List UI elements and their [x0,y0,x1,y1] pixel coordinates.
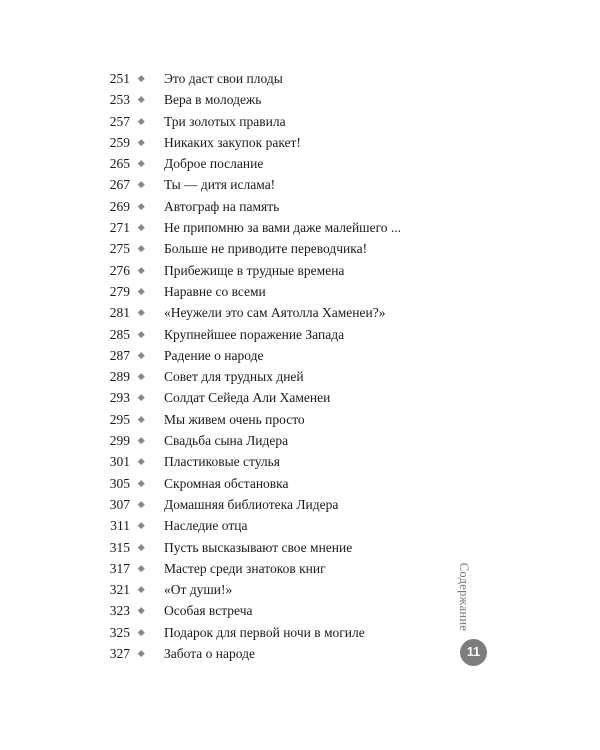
diamond-bullet-icon [138,565,144,571]
toc-entry-title: Забота о народе [164,646,255,662]
toc-entry [100,196,460,217]
toc-entry [100,281,460,302]
toc-entry-title: Ты — дитя ислама! [164,177,276,193]
diamond-bullet-icon [138,544,144,550]
toc-page-number: 323 [109,603,130,619]
toc-entry-title: Крупнейшее поражение Запада [164,326,345,342]
diamond-bullet-icon [138,437,144,443]
toc-entry-title: «От души!» [164,582,233,598]
diamond-bullet-icon [138,607,144,613]
toc-page-number: 251 [109,71,130,86]
toc-entry-title: Доброе послание [164,156,264,172]
toc-entry [100,643,460,664]
toc-entry-title: Солдат Сейеда Али Хаменеи [164,390,331,406]
diamond-bullet-icon [138,309,144,315]
diamond-bullet-icon [138,203,144,209]
toc-entry [100,260,460,281]
toc-entry [100,174,460,195]
toc-page-number: 253 [109,92,130,108]
toc-entry [100,387,460,408]
diamond-bullet-icon [138,182,144,188]
toc-page-number: 271 [109,220,130,236]
toc-page-number: 325 [109,624,130,640]
toc-entry [100,111,460,132]
diamond-bullet-icon [138,139,144,145]
toc-entry [100,430,460,451]
diamond-bullet-icon [138,458,144,464]
diamond-bullet-icon [138,245,144,251]
toc-page-number: 275 [109,241,130,257]
toc-page-number: 257 [109,113,130,129]
toc-entry [100,153,460,174]
toc-entry [100,515,460,536]
diamond-bullet-icon [138,522,144,528]
toc-entry-title: Не припомню за вами даже малейшего ... [164,220,402,236]
toc-entry-title: Наравне со всеми [164,283,266,299]
toc-page-number: 267 [109,177,130,193]
toc-entry [100,622,460,643]
toc-entry-title: Вера в молодежь [164,92,262,108]
toc-entry-title: Скромная обстановка [164,475,289,491]
diamond-bullet-icon [138,267,144,273]
toc-entry-title: Радение о народе [164,347,264,363]
toc-entry [100,451,460,472]
toc-page-number: 299 [109,433,130,449]
toc-entry-title: Мастер среди знатоков книг [164,560,326,576]
diamond-bullet-icon [138,118,144,124]
toc-entry-title: Пусть высказывают свое мнение [164,539,353,555]
diamond-bullet-icon [138,650,144,656]
toc-page-number: 287 [109,347,130,363]
toc-entry-title: Три золотых правила [164,113,286,129]
diamond-bullet-icon [138,373,144,379]
toc-entry [100,238,460,259]
toc-page-number: 269 [109,198,130,214]
toc-page-number: 327 [109,646,130,662]
toc-entry [100,409,460,430]
toc-page-number: 317 [109,560,130,576]
diamond-bullet-icon [138,480,144,486]
toc-entry [100,558,460,579]
toc-page-number: 265 [109,156,130,172]
page-number-badge: 11 [460,639,487,666]
toc-entry [100,494,460,515]
toc-entry-title: Мы живем очень просто [164,411,305,427]
diamond-bullet-icon [138,96,144,102]
diamond-bullet-icon [138,352,144,358]
diamond-bullet-icon [138,501,144,507]
toc-page-number: 285 [109,326,130,342]
toc-entry-title: Автограф на память [164,198,280,214]
toc-entry [100,579,460,600]
toc-entry-title: Это даст свои плоды [164,71,283,86]
toc-page-number: 289 [109,369,130,385]
toc-entry [100,345,460,366]
section-title-vertical: Содержание [457,562,471,632]
diamond-bullet-icon [138,629,144,635]
toc-entry [100,537,460,558]
diamond-bullet-icon [138,331,144,337]
diamond-bullet-icon [138,416,144,422]
toc-entry [100,473,460,494]
toc-entry-title: Никаких закупок ракет! [164,134,301,150]
toc-page-number: 305 [109,475,130,491]
diamond-bullet-icon [138,395,144,401]
toc-page-number: 307 [109,496,130,512]
toc-page-number: 311 [110,518,130,534]
diamond-bullet-icon [138,75,144,81]
toc-page-number: 295 [109,411,130,427]
toc-entry-title: Свадьба сына Лидера [164,433,289,449]
diamond-bullet-icon [138,224,144,230]
toc-entry-title: Домашняя библиотека Лидера [164,496,339,512]
diamond-bullet-icon [138,288,144,294]
toc-entry [100,366,460,387]
toc-entry-title: «Неужели это сам Аятолла Хаменеи?» [164,305,386,321]
diamond-bullet-icon [138,160,144,166]
toc-entry-title: Совет для трудных дней [164,369,304,385]
toc-page-number: 321 [109,582,130,598]
toc-entry [100,89,460,110]
toc-page-number: 276 [109,262,130,278]
diamond-bullet-icon [138,586,144,592]
toc-entry [100,217,460,238]
toc-entry-title: Наследие отца [164,518,248,534]
toc-entry-title: Больше не приводите переводчика! [164,241,368,257]
toc-entry [100,324,460,345]
toc-page-number: 259 [109,134,130,150]
toc-entry [100,132,460,153]
table-of-contents [100,68,460,664]
toc-entry [100,68,460,89]
toc-page-number: 315 [109,539,130,555]
toc-page-number: 279 [109,283,130,299]
toc-entry-title: Прибежище в трудные времена [164,262,345,278]
toc-entry [100,302,460,323]
toc-entry-title: Пластиковые стулья [164,454,281,470]
toc-page-number: 301 [109,454,130,470]
toc-page-number: 281 [109,305,130,321]
toc-entry [100,600,460,621]
toc-entry-title: Подарок для первой ночи в могиле [164,624,365,640]
toc-entry-title: Особая встреча [164,603,253,619]
toc-page-number: 293 [109,390,130,406]
